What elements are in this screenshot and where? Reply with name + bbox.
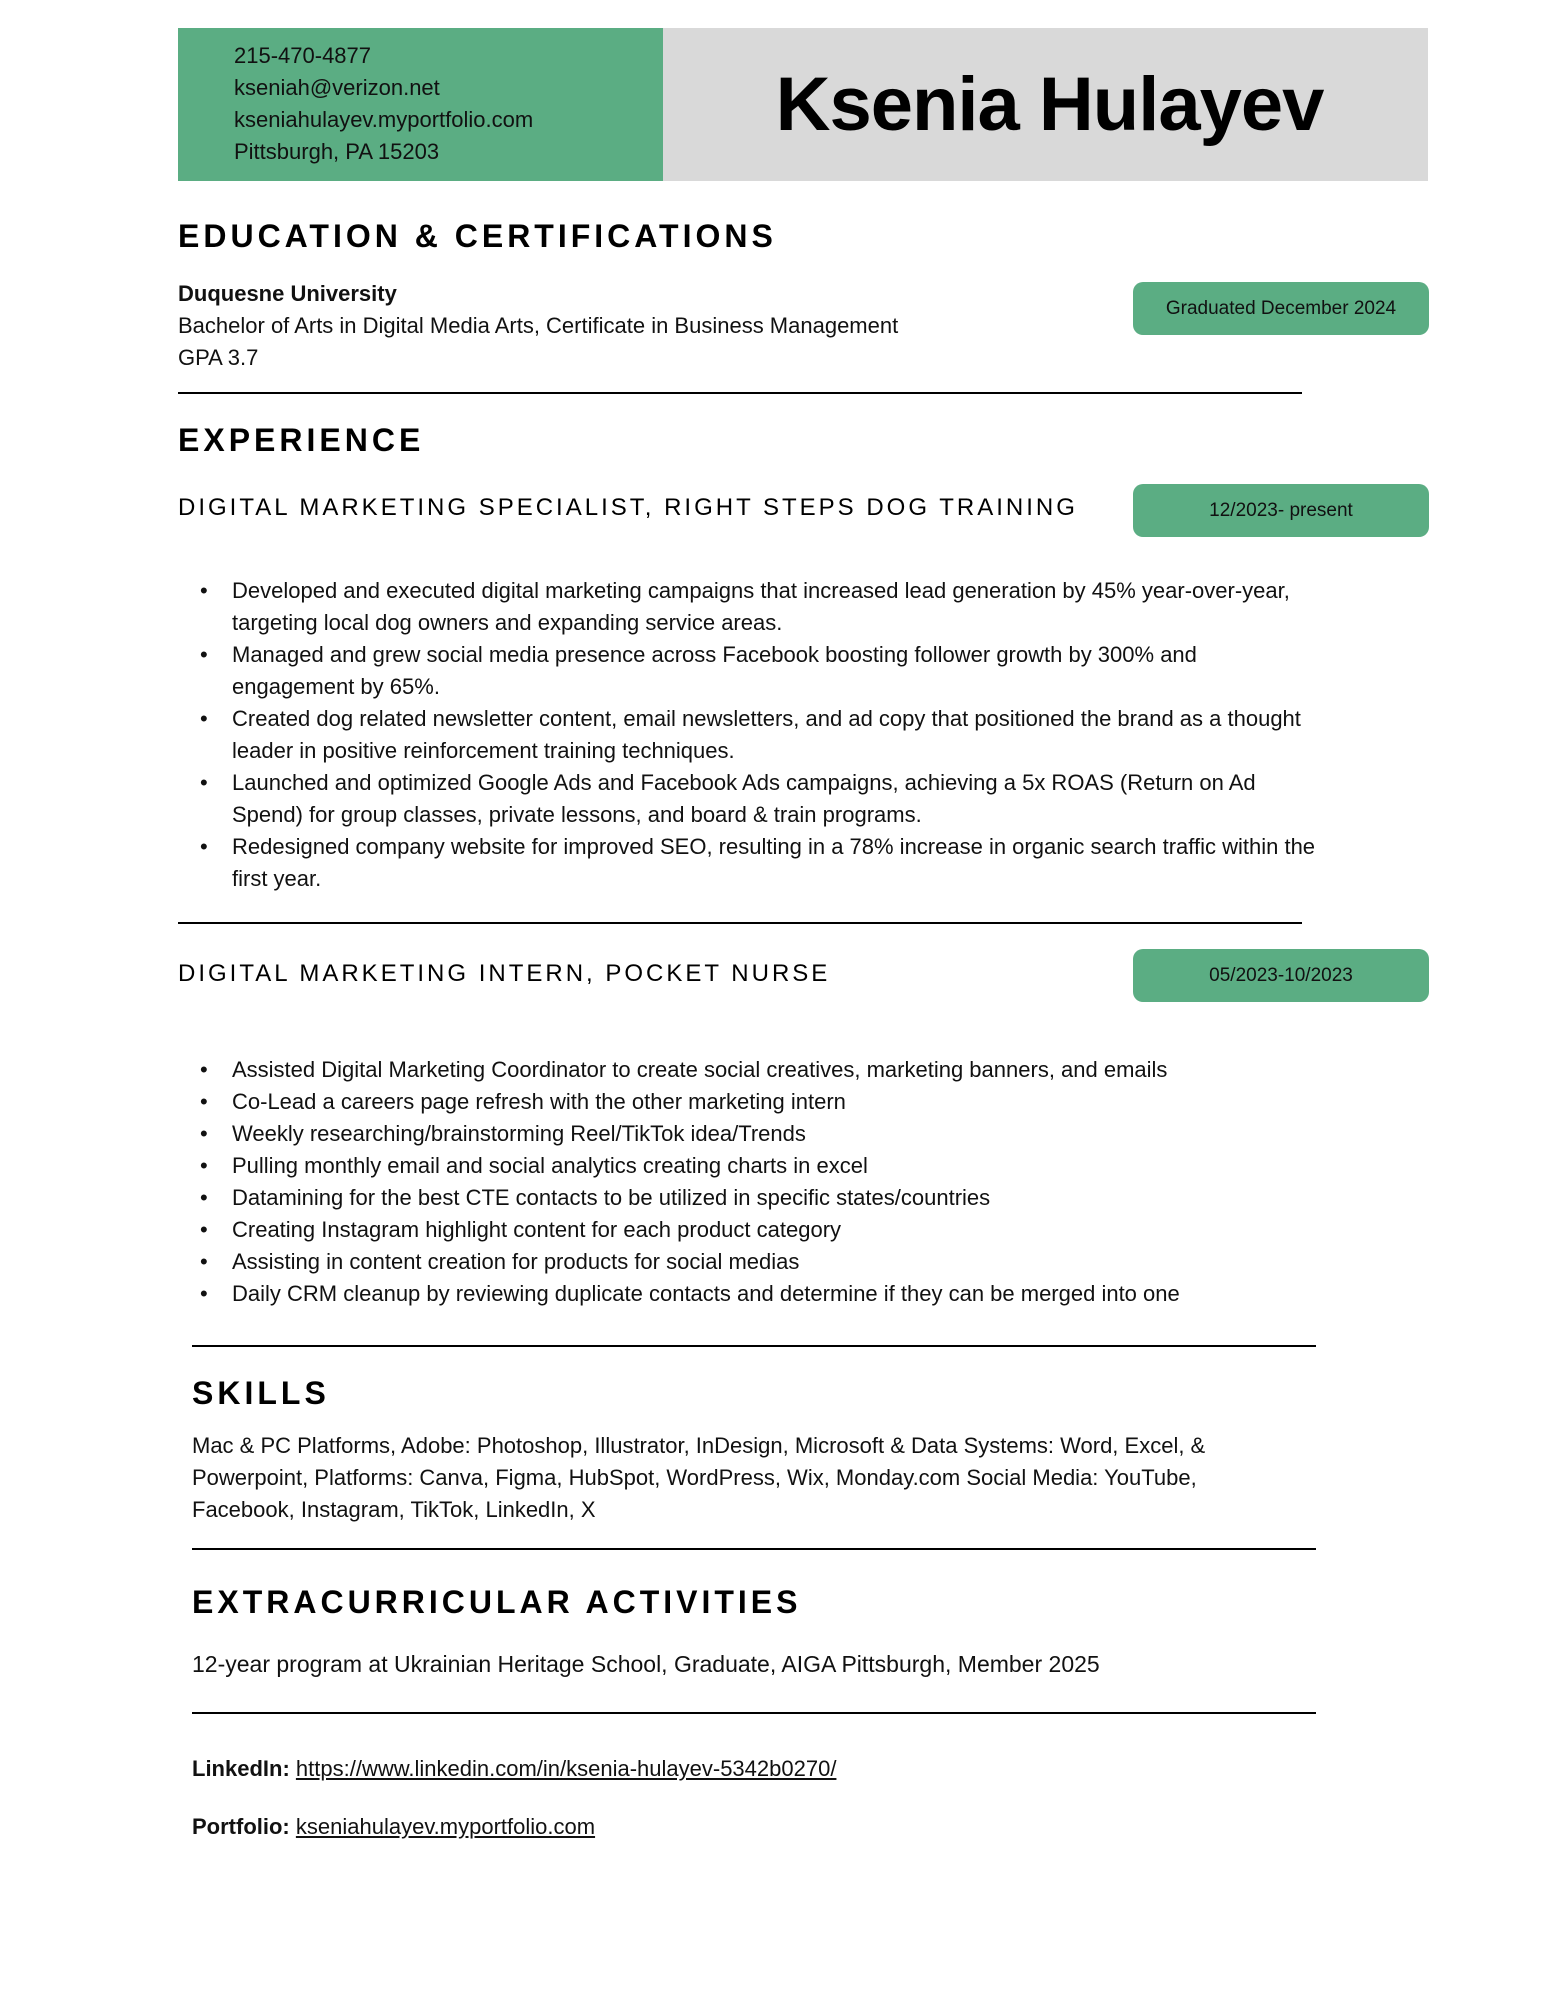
list-item: • Launched and optimized Google Ads and Facebook Ads campaigns, achieving a 5x ROAS (Return on Ad Spend) for group classes, private lessons, and board & train programs. [178, 767, 1318, 831]
email: kseniah@verizon.net [234, 75, 440, 100]
linkedin-link[interactable]: https://www.linkedin.com/in/ksenia-hulayev-5342b0270/ [295, 1756, 837, 1781]
list-item: • Weekly researching/brainstorming Reel/TikTok idea/Trends [178, 1118, 1358, 1150]
graduation-badge: Graduated December 2024 [1133, 282, 1429, 335]
portfolio-row [192, 1814, 595, 1840]
list-item: • Datamining for the best CTE contacts to be utilized in specific states/countries [178, 1182, 1358, 1214]
divider [178, 922, 1302, 924]
list-item: • Creating Instagram highlight content for each product category [178, 1214, 1358, 1246]
job-title: DIGITAL MARKETING SPECIALIST, RIGHT STEPS DOG TRAINING [178, 494, 1078, 521]
job-bullets [178, 575, 1318, 895]
list-item: • Created dog related newsletter content, email newsletters, and ad copy that positioned the brand as a thought leader in positive reinforcement training techniques. [178, 703, 1318, 767]
portfolio-label: Portfolio: [192, 1814, 290, 1839]
list-item: • Managed and grew social media presence across Facebook boosting follower growth by 300% and engagement by 65%. [178, 639, 1318, 703]
list-item: • Pulling monthly email and social analytics creating charts in excel [178, 1150, 1358, 1182]
candidate-name: Ksenia Hulayev [775, 62, 1324, 147]
list-item: • Assisting in content creation for products for social medias [178, 1246, 1358, 1278]
experience-heading: EXPERIENCE [178, 422, 425, 458]
extracurricular-heading: EXTRACURRICULAR ACTIVITIES [192, 1584, 802, 1620]
divider [178, 392, 1302, 394]
job-dates-badge: 12/2023- present [1133, 484, 1429, 537]
job-title: DIGITAL MARKETING INTERN, POCKET NURSE [178, 960, 831, 987]
list-item: • Developed and executed digital marketing campaigns that increased lead generation by 45% year-over-year, targeting local dog owners and expanding service areas. [178, 575, 1318, 639]
education-heading: EDUCATION & CERTIFICATIONS [178, 218, 777, 254]
degree: Bachelor of Arts in Digital Media Arts, Certificate in Business Management [178, 313, 899, 338]
divider [192, 1548, 1316, 1550]
skills-text: Mac & PC Platforms, Adobe: Photoshop, Illustrator, InDesign, Microsoft & Data Systems: Word, Excel, & Powerpoint, Platforms: Canva, Figma, HubSpot, WordPress, Wix, Monday.com Social Media: YouTube, Facebook, Instagram, TikTok, LinkedIn, X [192, 1433, 1206, 1522]
contact-block [178, 28, 663, 181]
extracurricular-text: 12-year program at Ukrainian Heritage School, Graduate, AIGA Pittsburgh, Member 2025 [192, 1651, 1100, 1677]
phone: 215-470-4877 [234, 43, 372, 68]
list-item: • Redesigned company website for improved SEO, resulting in a 78% increase in organic search traffic within the first year. [178, 831, 1318, 895]
website: kseniahulayev.myportfolio.com [234, 107, 534, 132]
name-block [663, 28, 1428, 181]
divider [192, 1345, 1316, 1347]
list-item: • Co-Lead a careers page refresh with the other marketing intern [178, 1086, 1358, 1118]
linkedin-label: LinkedIn: [192, 1756, 290, 1781]
portfolio-link[interactable]: kseniahulayev.myportfolio.com [295, 1814, 596, 1839]
divider [192, 1712, 1316, 1714]
list-item: • Daily CRM cleanup by reviewing duplicate contacts and determine if they can be merged into one [178, 1278, 1358, 1310]
location: Pittsburgh, PA 15203 [234, 139, 440, 164]
linkedin-row [192, 1756, 836, 1782]
list-item: • Assisted Digital Marketing Coordinator to create social creatives, marketing banners, and emails [178, 1054, 1358, 1086]
job-dates-badge: 05/2023-10/2023 [1133, 949, 1429, 1002]
job-bullets [178, 1054, 1358, 1310]
school-name: Duquesne University [178, 281, 397, 306]
gpa: GPA 3.7 [178, 345, 259, 370]
skills-heading: SKILLS [192, 1375, 330, 1411]
